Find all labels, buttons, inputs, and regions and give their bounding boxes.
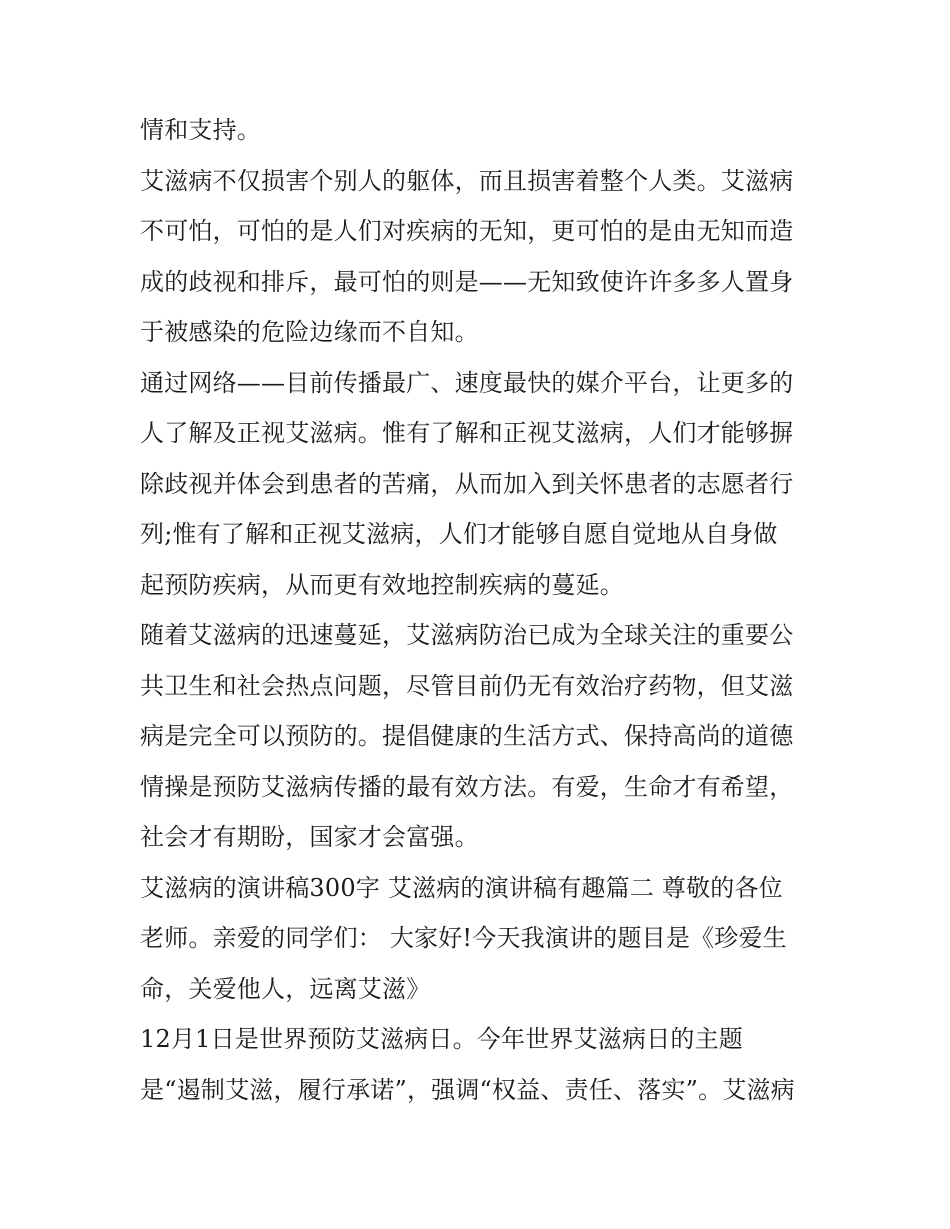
text-line: 不可怕，可怕的是人们对疾病的无知，更可怕的是由无知而造	[140, 217, 794, 245]
text-line: 命，关爱他人，远离艾滋》	[140, 974, 431, 1003]
text-line: 人了解及正视艾滋病。惟有了解和正视艾滋病，人们才能够摒	[140, 419, 794, 447]
text-line: 社会才有期盼，国家才会富强。	[140, 823, 479, 851]
text-line: 情和支持。	[140, 116, 261, 144]
text-line: 艾滋病的演讲稿300字 艾滋病的演讲稿有趣篇二 尊敬的各位	[140, 873, 783, 902]
text-line: 共卫生和社会热点问题，尽管目前仍无有效治疗药物，但艾滋	[140, 671, 794, 700]
text-line: 病是完全可以预防的。提倡健康的生活方式、保持高尚的道德	[140, 722, 794, 750]
text-line: 成的歧视和排斥，最可怕的则是——无知致使许许多多人置身	[140, 267, 794, 296]
text-line: 老师。亲爱的同学们： 大家好!今天我演讲的题目是《珍爱生	[140, 924, 787, 952]
text-line: 于被感染的危险边缘而不自知。	[140, 318, 479, 346]
text-line: 随着艾滋病的迅速蔓延，艾滋病防治已成为全球关注的重要公	[140, 621, 794, 649]
document-body	[140, 110, 820, 1120]
text-line: 艾滋病不仅损害个别人的躯体，而且损害着整个人类。艾滋病	[140, 166, 794, 195]
text-line: 12月1日是世界预防艾滋病日。今年世界艾滋病日的主题	[140, 1025, 744, 1053]
text-line: 是“遏制艾滋，履行承诺”，强调“权益、责任、落实”。艾滋病	[140, 1075, 795, 1104]
text-line: 起预防疾病，从而更有效地控制疾病的蔓延。	[140, 570, 624, 599]
text-line: 情操是预防艾滋病传播的最有效方法。有爱，生命才有希望，	[140, 772, 794, 801]
text-line: 除歧视并体会到患者的苦痛，从而加入到关怀患者的志愿者行	[140, 469, 794, 498]
text-line: 列;惟有了解和正视艾滋病，人们才能够自愿自觉地从自身做	[140, 520, 778, 548]
text-line: 通过网络——目前传播最广、速度最快的媒介平台，让更多的	[140, 368, 794, 397]
